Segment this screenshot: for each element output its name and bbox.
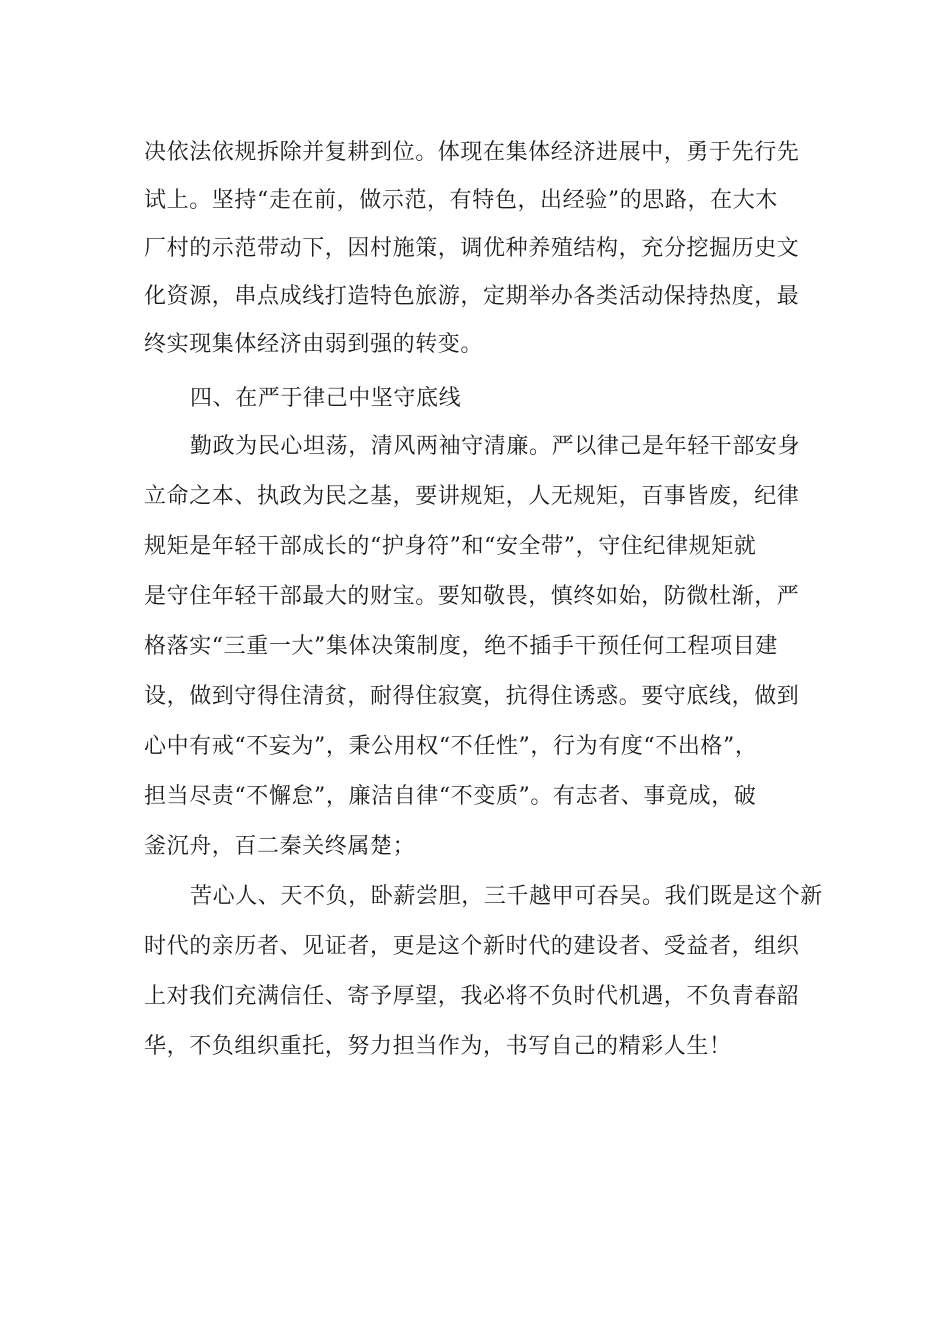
paragraph-line: 终实现集体经济由弱到强的转变。 [144, 332, 484, 357]
paragraph-line: 化资源，串点成线打造特色旅游，定期举办各类活动保持热度，最 [144, 284, 800, 309]
paragraph-line: 勤政为民心坦荡，清风两袖守清廉。严以律己是年轻干部安身 [190, 434, 801, 459]
paragraph-line: 时代的亲历者、见证者，更是这个新时代的建设者、受益者，组织 [144, 934, 800, 959]
paragraph-line: 格落实“三重一大”集体决策制度，绝不插手干预任何工程项目建 [144, 634, 778, 659]
paragraph-line: 华，不负组织重托，努力担当作为，书写自己的精彩人生！ [144, 1034, 732, 1059]
paragraph-line: 试上。坚持“走在前，做示范，有特色，出经验”的思路，在大木 [144, 188, 778, 213]
paragraph-line: 上对我们充满信任、寄予厚望，我必将不负时代机遇，不负青春韶 [144, 984, 800, 1009]
paragraph-line: 设，做到守得住清贫，耐得住寂寞，抗得住诱惑。要守底线，做到 [144, 684, 800, 709]
paragraph-line: 苦心人、天不负，卧薪尝胆，三千越甲可吞吴。我们既是这个新 [190, 884, 823, 909]
paragraph-line: 立命之本、执政为民之基，要讲规矩，人无规矩，百事皆废，纪律 [144, 484, 800, 509]
paragraph-line: 釜沉舟，百二秦关终属楚； [144, 834, 416, 859]
paragraph-line: 厂村的示范带动下，因村施策，调优种养殖结构，充分挖掘历史文 [144, 236, 800, 261]
paragraph-line: 规矩是年轻干部成长的“护身符”和“安全带”，守住纪律规矩就 [144, 534, 757, 559]
paragraph-line: 决依法依规拆除并复耕到位。体现在集体经济进展中，勇于先行先 [144, 140, 800, 165]
section-heading: 四、在严于律己中坚守底线 [190, 386, 462, 411]
paragraph-line: 是守住年轻干部最大的财宝。要知敬畏，慎终如始，防微杜渐，严 [144, 584, 800, 609]
paragraph-line: 担当尽责“不懈怠”，廉洁自律“不变质”。有志者、事竟成，破 [144, 784, 757, 809]
paragraph-line: 心中有戒“不妄为”，秉公用权“不任性”，行为有度“不出格”， [144, 734, 758, 759]
